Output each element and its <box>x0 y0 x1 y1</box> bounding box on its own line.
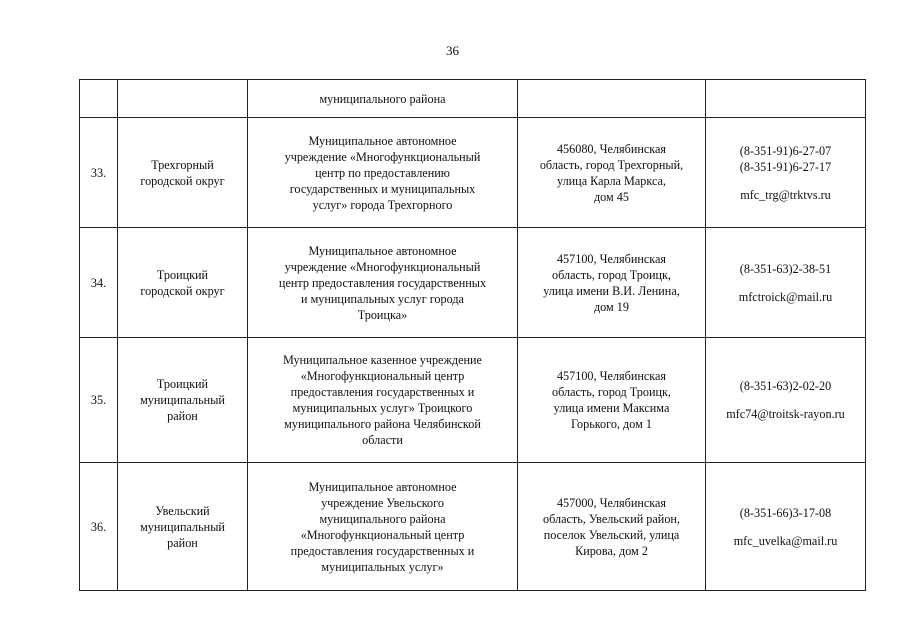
municipality-cell <box>118 228 248 338</box>
organization-line: услуг» города Трехгорного <box>312 197 453 212</box>
table-row <box>80 338 866 463</box>
address-line: область, город Троицк, <box>552 267 671 282</box>
email-address: mfc_uvelka@mail.ru <box>733 533 838 548</box>
contacts-cell <box>706 118 866 228</box>
organization-line: «Многофункциональный центр <box>300 527 465 542</box>
address-cell <box>518 463 706 591</box>
contacts-cell <box>706 80 866 118</box>
address-line: 457100, Челябинская <box>556 369 667 383</box>
address-line: 457100, Челябинская <box>556 251 667 266</box>
municipality-line: район <box>167 409 198 423</box>
table-row-continuation <box>80 80 866 118</box>
row-number-cell: 36. <box>80 463 118 591</box>
organization-line: Муниципальное автономное <box>308 243 457 258</box>
contacts-cell <box>706 463 866 591</box>
municipality-cell <box>118 80 248 118</box>
address-line: поселок Увельский, улица <box>543 527 680 542</box>
address-line: область, Увельский район, <box>543 511 680 526</box>
row-number-cell: 33. <box>80 118 118 228</box>
address-line: область, город Троицк, <box>552 385 671 399</box>
organization-line: предоставления государственных и <box>290 543 475 558</box>
organization-cell <box>248 80 518 118</box>
municipality-line: муниципальный <box>140 519 225 534</box>
address-line: дом 19 <box>593 299 629 314</box>
organization-line: муниципального района <box>319 511 446 526</box>
table-row <box>80 463 866 591</box>
organization-line: муниципального района <box>319 91 446 106</box>
contacts-cell <box>706 228 866 338</box>
organization-line: и муниципальных услуг города <box>301 291 464 306</box>
address-line: улица имени Максима <box>553 401 670 415</box>
organization-line: муниципальных услуг» Троицкого <box>292 401 473 415</box>
organization-line: «Многофункциональный центр <box>300 369 465 383</box>
address-line: улица Карла Маркса, <box>557 173 666 188</box>
address-line: улица имени В.И. Ленина, <box>543 283 680 298</box>
organization-line: муниципальных услуг» <box>321 559 444 574</box>
address-cell <box>518 338 706 463</box>
municipality-line: муниципальный <box>140 393 225 407</box>
organization-line: учреждение «Многофункциональный <box>284 259 481 274</box>
organization-line: Муниципальное казенное учреждение <box>283 353 482 367</box>
page-number: 36 <box>446 43 459 58</box>
municipality-line: Троицкий <box>156 377 209 391</box>
organization-cell <box>248 228 518 338</box>
organization-line: учреждение «Многофункциональный <box>284 149 481 164</box>
organization-line: муниципального района Челябинской <box>284 417 481 431</box>
organization-cell <box>248 118 518 228</box>
address-line: 457000, Челябинская <box>556 495 667 510</box>
organization-line: государственных и муниципальных <box>289 181 476 196</box>
municipality-cell <box>118 463 248 591</box>
organization-line: области <box>362 433 403 447</box>
organization-cell <box>248 463 518 591</box>
municipality-line: городской округ <box>140 173 225 188</box>
municipality-line: Увельский <box>155 503 210 518</box>
phone-number: (8-351-63)2-38-51 <box>739 261 832 276</box>
address-line: 456080, Челябинская <box>556 141 667 156</box>
row-number-cell: 35. <box>80 338 118 463</box>
email-address: mfc74@troitsk-rayon.ru <box>726 407 845 421</box>
address-cell <box>518 118 706 228</box>
address-cell <box>518 80 706 118</box>
email-address: mfc_trg@trktvs.ru <box>740 187 831 202</box>
municipality-line: Троицкий <box>156 267 209 282</box>
phone-number: (8-351-91)6-27-17 <box>739 159 832 174</box>
organization-line: центр предоставления государственных <box>278 275 487 290</box>
table-row <box>80 118 866 228</box>
phone-number: (8-351-63)2-02-20 <box>739 379 832 393</box>
address-line: Горького, дом 1 <box>571 417 652 431</box>
row-number-cell <box>80 80 118 118</box>
row-number-cell: 34. <box>80 228 118 338</box>
address-line: Кирова, дом 2 <box>575 543 648 558</box>
address-cell <box>518 228 706 338</box>
organization-line: Троицка» <box>357 307 408 322</box>
organization-cell <box>248 338 518 463</box>
municipality-line: городской округ <box>140 283 225 298</box>
organization-line: центр по предоставлению <box>315 165 450 180</box>
organization-line: Муниципальное автономное <box>308 133 457 148</box>
municipality-line: район <box>167 535 198 550</box>
address-line: область, город Трехгорный, <box>539 157 684 172</box>
municipality-cell <box>118 118 248 228</box>
table-row <box>80 228 866 338</box>
municipality-line: Трехгорный <box>151 157 214 172</box>
email-address: mfctroick@mail.ru <box>738 289 833 304</box>
organization-line: Муниципальное автономное <box>308 479 457 494</box>
phone-number: (8-351-66)3-17-08 <box>739 505 832 520</box>
organization-line: учреждение Увельского <box>321 495 444 510</box>
mfc-table <box>79 79 866 591</box>
organization-line: предоставления государственных и <box>290 385 475 399</box>
phone-number: (8-351-91)6-27-07 <box>739 143 832 158</box>
municipality-cell <box>118 338 248 463</box>
address-line: дом 45 <box>593 189 629 204</box>
contacts-cell <box>706 338 866 463</box>
